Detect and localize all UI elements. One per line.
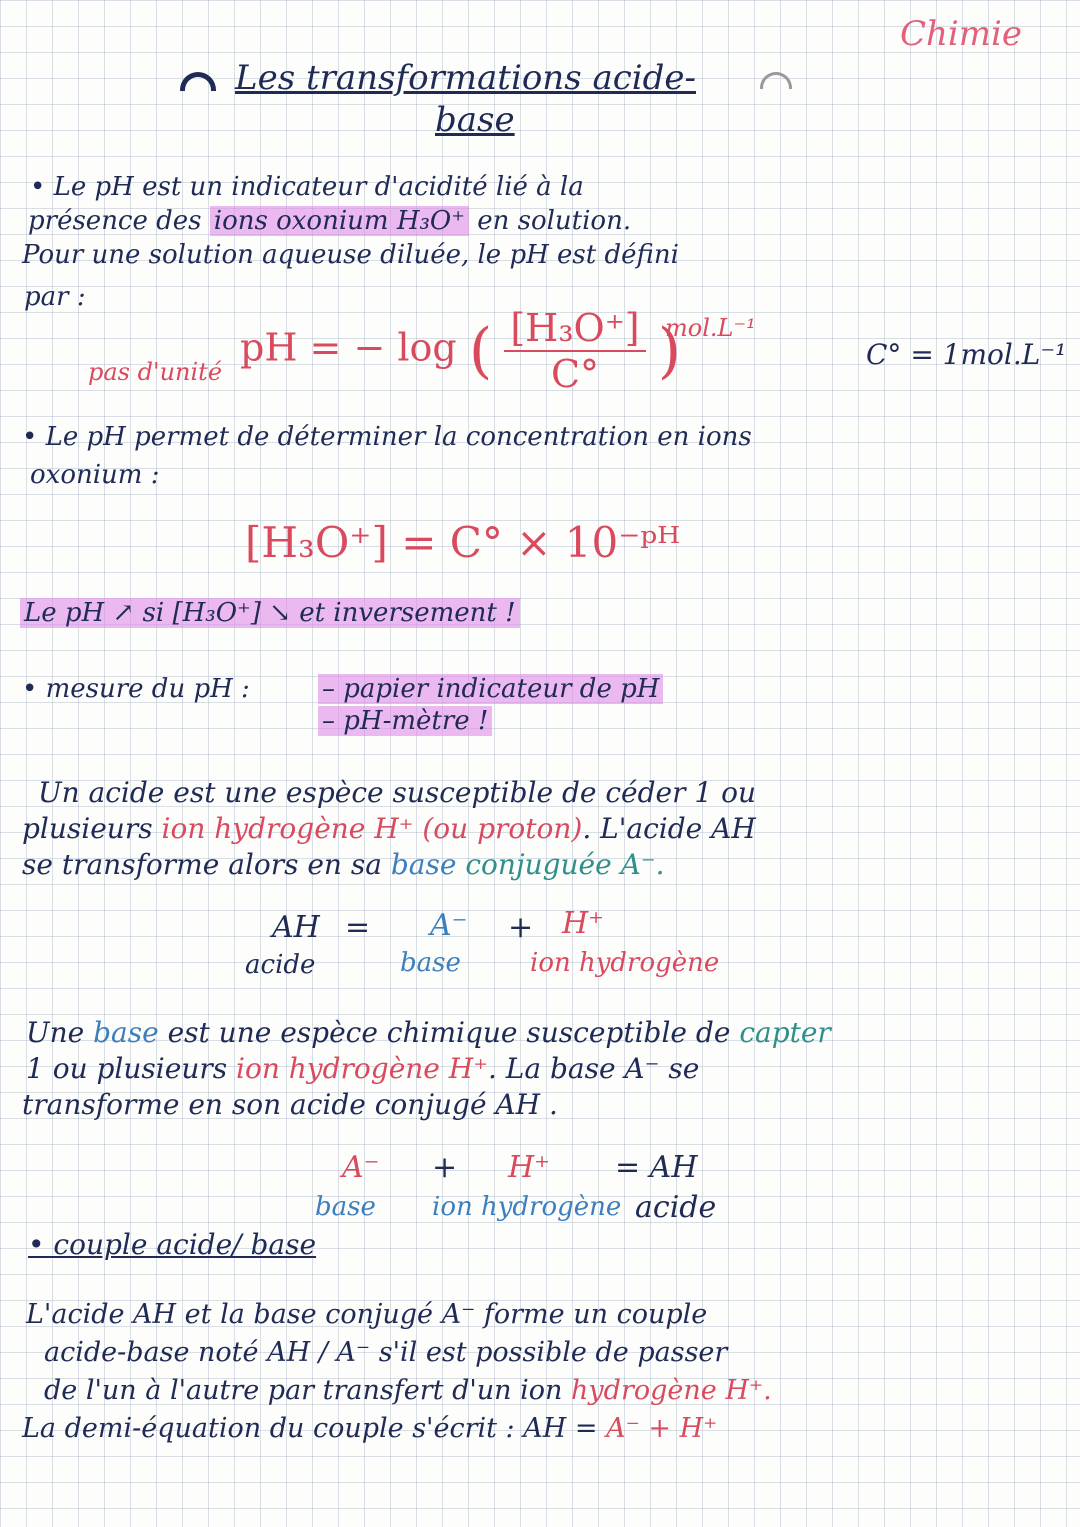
eq2-a: A⁻ bbox=[342, 1150, 380, 1185]
para1-line4: par : bbox=[24, 282, 86, 312]
base-def-capter: capter bbox=[739, 1016, 831, 1049]
paren-close: ) bbox=[657, 316, 682, 386]
eq2-label-base: base bbox=[315, 1192, 376, 1222]
oxonium-highlight: ions oxonium H₃O⁺ bbox=[210, 206, 469, 236]
acid-def-line1: Un acide est une espèce susceptible de céder 1 ou bbox=[38, 776, 757, 809]
eq1-h: H⁺ bbox=[562, 906, 604, 941]
acid-def-line3-start: se transforme alors en sa bbox=[22, 848, 382, 881]
para2-line2: oxonium : bbox=[30, 460, 160, 490]
ph-formula-lhs: pH = − log bbox=[240, 325, 457, 370]
eq2-label-acide: acide bbox=[635, 1190, 717, 1225]
title-decoration-right bbox=[760, 72, 792, 89]
no-unit-note: pas d'unité bbox=[88, 358, 223, 386]
couple-line1: L'acide AH et la base conjugé A⁻ forme un couple bbox=[26, 1299, 708, 1330]
ph-rule bbox=[20, 598, 520, 628]
couple-heading: • couple acide/ base bbox=[28, 1228, 317, 1261]
base-def-line2 bbox=[26, 1054, 699, 1084]
acid-def-line2-start: plusieurs bbox=[22, 812, 153, 845]
couple-line4-start: La demi-équation du couple s'écrit : AH = bbox=[22, 1413, 598, 1444]
couple-line3 bbox=[44, 1376, 772, 1406]
base-def-line3: transforme en son acide conjugé AH . bbox=[22, 1088, 558, 1121]
ph-fraction-numerator: [H₃O⁺] bbox=[504, 306, 645, 352]
eq1-label-ion: ion hydrogène bbox=[530, 948, 720, 978]
eq1-plus: + bbox=[508, 910, 534, 945]
ph-rule-highlight: Le pH ↗ si [H₃O⁺] ↘ et inversement ! bbox=[20, 598, 520, 628]
eq1-equals: = bbox=[345, 910, 371, 945]
page-title-line2: base bbox=[435, 100, 515, 140]
para2-line1: • Le pH permet de déterminer la concentration en ions bbox=[22, 422, 752, 452]
measure-item-2 bbox=[318, 706, 492, 736]
measure-label: • mesure du pH : bbox=[22, 674, 250, 704]
eq1-label-acide: acide bbox=[245, 950, 316, 980]
ph-fraction bbox=[504, 306, 645, 396]
eq2-h: H⁺ bbox=[508, 1150, 550, 1185]
acid-def-line3 bbox=[22, 850, 665, 880]
eq2-plus: + bbox=[432, 1150, 458, 1185]
measure-item-2-text: – pH-mètre ! bbox=[318, 706, 492, 736]
eq1-label-base: base bbox=[400, 948, 461, 978]
measure-item-1 bbox=[318, 674, 663, 704]
eq1-a: A⁻ bbox=[430, 908, 468, 943]
acid-def-conjuguee: conjuguée A⁻. bbox=[465, 848, 665, 881]
oxonium-formula: [H₃O⁺] = C° × 10⁻ᵖᴴ bbox=[245, 518, 681, 567]
base-def-line2-end: . La base A⁻ se bbox=[487, 1052, 700, 1085]
para1-line1: • Le pH est un indicateur d'acidité lié à la bbox=[30, 172, 584, 202]
title-decoration-left bbox=[180, 72, 216, 91]
eq2-equals-ah: = AH bbox=[615, 1150, 698, 1185]
couple-line4-end: A⁻ + H⁺ bbox=[606, 1413, 718, 1444]
couple-line3-start: de l'un à l'autre par transfert d'un ion bbox=[44, 1375, 563, 1406]
base-def-line1-start: Une bbox=[26, 1016, 85, 1049]
para1-line2-start: présence des bbox=[28, 206, 202, 236]
couple-line3-ion: hydrogène H⁺. bbox=[571, 1375, 772, 1406]
couple-line4 bbox=[22, 1414, 717, 1444]
acid-def-line2 bbox=[22, 814, 756, 844]
para1-line2-end: en solution. bbox=[477, 206, 632, 236]
acid-def-ion: ion hydrogène H⁺ (ou proton) bbox=[161, 812, 583, 845]
acid-def-line2-end: . L'acide AH bbox=[582, 812, 756, 845]
eq2-label-ion: ion hydrogène bbox=[432, 1192, 622, 1222]
subject-label: Chimie bbox=[900, 14, 1023, 54]
unit-note: mol.L⁻¹ bbox=[665, 314, 756, 342]
measure-item-1-text: – papier indicateur de pH bbox=[318, 674, 663, 704]
base-def-ion: ion hydrogène H⁺ bbox=[236, 1052, 488, 1085]
page-title-line1: Les transformations acide- bbox=[235, 58, 697, 98]
base-def-base: base bbox=[93, 1016, 159, 1049]
acid-def-base: base bbox=[390, 848, 457, 881]
ph-fraction-denominator: C° bbox=[550, 352, 600, 396]
para1-line2 bbox=[28, 206, 631, 236]
base-def-line1-mid: est une espèce chimique susceptible de bbox=[167, 1016, 731, 1049]
paren-open: ( bbox=[468, 316, 493, 386]
ph-formula bbox=[240, 306, 681, 396]
c0-note: C° = 1mol.L⁻¹ bbox=[866, 338, 1067, 371]
para1-line3: Pour une solution aqueuse diluée, le pH est défini bbox=[22, 240, 679, 270]
base-def-line1 bbox=[26, 1018, 831, 1048]
base-def-line2-start: 1 ou plusieurs bbox=[26, 1052, 228, 1085]
couple-line2: acide-base noté AH / A⁻ s'il est possible de passer bbox=[44, 1337, 728, 1368]
eq1-ah: AH bbox=[272, 910, 320, 945]
